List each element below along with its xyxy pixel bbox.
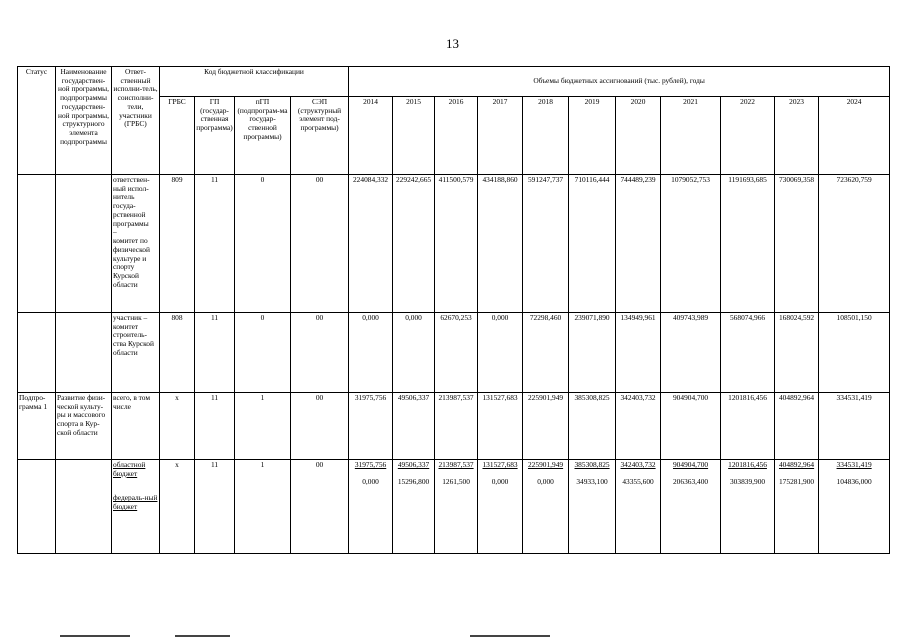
cell-value: 72298,460: [523, 313, 569, 393]
table-row: [18, 175, 890, 313]
cell-value-pair: [523, 460, 569, 554]
cell-value: 411500,579: [435, 175, 478, 313]
cell-responsible: [112, 460, 160, 554]
cell-value: 104836,000: [836, 476, 872, 486]
cell-responsible: [112, 175, 160, 313]
header-year: 2016: [435, 97, 478, 175]
cell-code: 00: [291, 393, 349, 460]
header-year: 2015: [393, 97, 435, 175]
cell-value: 15296,800: [397, 476, 430, 486]
cell-name: [56, 313, 112, 393]
cell-value: 224084,332: [349, 175, 393, 313]
cell-value: 568074,966: [721, 313, 775, 393]
cell-value: 1079052,753: [661, 175, 721, 313]
cell-value: 206363,400: [672, 476, 709, 486]
header-year: 2018: [523, 97, 569, 175]
cell-value: 591247,737: [523, 175, 569, 313]
header-year: 2014: [349, 97, 393, 175]
header-row-top: [18, 67, 890, 97]
header-code-pgp: пГП (подпрограм-ма государ-ственной программы): [235, 97, 291, 175]
cell-value: 385308,825: [569, 393, 616, 460]
cell-value: 0,000: [491, 476, 509, 486]
cell-value-pair: [721, 460, 775, 554]
cell-value: 334531,419: [836, 460, 872, 469]
cell-value-pair: [775, 460, 819, 554]
cell-value: 0,000: [393, 313, 435, 393]
cell-value: 31975,756: [354, 460, 387, 469]
cell-value-pair: [349, 460, 393, 554]
cell-code: 1: [235, 393, 291, 460]
scan-artifact: [175, 635, 230, 637]
cell-code: 11: [195, 393, 235, 460]
cell-value: 710116,444: [569, 175, 616, 313]
cell-value: 175281,900: [778, 476, 815, 486]
cell-code: 808: [160, 313, 195, 393]
cell-value-pair: [819, 460, 890, 554]
cell-responsible: всего, в том числе: [112, 393, 160, 460]
cell-value: 0,000: [478, 313, 523, 393]
cell-value: 62670,253: [435, 313, 478, 393]
responsible-dash: –: [113, 227, 117, 237]
cell-value: 1201816,456: [728, 460, 767, 469]
cell-value: 723620,759: [819, 175, 890, 313]
cell-value: 0,000: [537, 476, 554, 486]
cell-value: 342403,732: [620, 460, 656, 469]
cell-value-pair: [661, 460, 721, 554]
cell-code: 00: [291, 175, 349, 313]
scan-artifact: [60, 635, 130, 637]
header-code-sep: СЭП (структурный элемент под-программы): [291, 97, 349, 175]
cell-value: 168024,592: [775, 313, 819, 393]
cell-value: 434188,860: [478, 175, 523, 313]
cell-name: Развитие физи-ческой культу-ры и массового спорта в Кур-ской области: [56, 393, 112, 460]
cell-value: 904904,700: [672, 460, 709, 469]
header-year: 2017: [478, 97, 523, 175]
cell-value: 229242,665: [393, 175, 435, 313]
responsible-text: федераль-ный бюджет: [113, 493, 158, 512]
cell-value-pair: [616, 460, 661, 554]
header-status: Статус: [18, 67, 56, 175]
table-row: [18, 313, 890, 393]
cell-status: [18, 460, 56, 554]
cell-value: 225901,949: [523, 393, 569, 460]
cell-code: x: [160, 393, 195, 460]
cell-code: 809: [160, 175, 195, 313]
cell-name: [56, 460, 112, 554]
header-year: 2020: [616, 97, 661, 175]
cell-value: 225901,949: [527, 460, 564, 469]
cell-value: 134949,961: [616, 313, 661, 393]
cell-value: 385308,825: [574, 460, 610, 469]
table-row: [18, 393, 890, 460]
cell-value: 131527,683: [482, 460, 518, 469]
header-code-grbs: ГРБС: [160, 97, 195, 175]
cell-value: 404892,964: [775, 393, 819, 460]
cell-value: 239071,890: [569, 313, 616, 393]
budget-table: [17, 66, 890, 554]
header-name: Наименование государствен-ной программы, подпрограммы государствен-ной программы, структурного элемента подпрограммы: [56, 67, 112, 175]
cell-code: 11: [195, 313, 235, 393]
cell-code: 00: [291, 460, 349, 554]
cell-code: 0: [235, 175, 291, 313]
header-code-group: Код бюджетной классификации: [160, 67, 349, 97]
cell-value: 334531,419: [819, 393, 890, 460]
cell-value: 303839,900: [729, 476, 766, 486]
cell-name: [56, 175, 112, 313]
cell-value: 31975,756: [349, 393, 393, 460]
header-code-gp: ГП (государ-ственная программа): [195, 97, 235, 175]
cell-status: [18, 313, 56, 393]
cell-value-pair: [569, 460, 616, 554]
scan-artifact: [470, 635, 550, 637]
cell-value: 409743,989: [661, 313, 721, 393]
responsible-text: областной бюджет: [113, 460, 146, 478]
cell-value: 0,000: [362, 476, 379, 486]
header-year: 2022: [721, 97, 775, 175]
cell-code: 0: [235, 313, 291, 393]
cell-value-pair: [393, 460, 435, 554]
cell-value: 744489,239: [616, 175, 661, 313]
cell-code: 11: [195, 175, 235, 313]
page-number: 13: [446, 36, 459, 51]
cell-value: 131527,683: [478, 393, 523, 460]
cell-value-pair: [435, 460, 478, 554]
cell-code: 00: [291, 313, 349, 393]
cell-status: [18, 175, 56, 313]
responsible-text: комитет по физической культуре и спорту Курской области: [113, 236, 150, 289]
table-row: [18, 460, 890, 554]
responsible-text: ответствен-ный испол-нитель госуда-рственной программы: [113, 175, 150, 228]
header-year: 2019: [569, 97, 616, 175]
cell-code: 11: [195, 460, 235, 554]
cell-value: 1261,500: [442, 476, 470, 486]
cell-value: 342403,732: [616, 393, 661, 460]
cell-value: 404892,964: [778, 460, 815, 469]
header-year: 2021: [661, 97, 721, 175]
cell-responsible: участник – комитет строитель-ства Курской области: [112, 313, 160, 393]
header-responsible: Ответ-ственный исполни-тель, соисполни-тели, участники (ГРБС): [112, 67, 160, 175]
cell-code: x: [160, 460, 195, 554]
cell-value: 213987,537: [438, 460, 474, 469]
header-year: 2024: [819, 97, 890, 175]
header-volumes-group: Объемы бюджетных ассигнований (тыс. рублей), годы: [349, 67, 890, 97]
cell-value: 49506,337: [397, 460, 430, 469]
cell-value: 213987,537: [435, 393, 478, 460]
cell-value-pair: [478, 460, 523, 554]
cell-value: 49506,337: [393, 393, 435, 460]
cell-value: 34933,100: [576, 476, 608, 486]
cell-code: 1: [235, 460, 291, 554]
cell-value: 43355,600: [622, 476, 654, 486]
cell-value: 730069,358: [775, 175, 819, 313]
cell-value: 1191693,685: [721, 175, 775, 313]
cell-value: 904904,700: [661, 393, 721, 460]
cell-value: 0,000: [349, 313, 393, 393]
cell-value: 108501,150: [819, 313, 890, 393]
header-year: 2023: [775, 97, 819, 175]
cell-value: 1201816,456: [721, 393, 775, 460]
cell-status: Подпро-грамма 1: [18, 393, 56, 460]
